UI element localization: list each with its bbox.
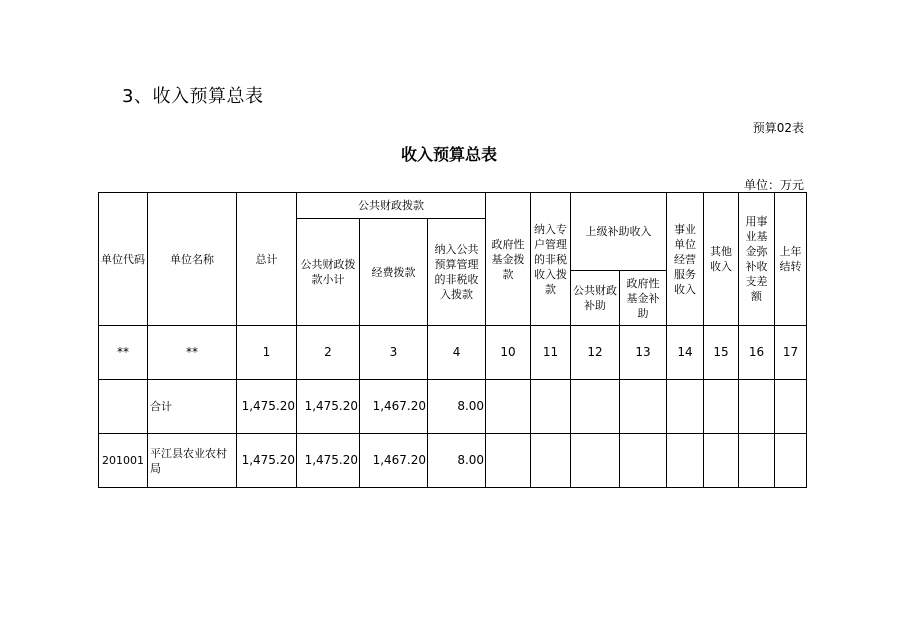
cell-empty: [571, 434, 620, 488]
cell-empty: [620, 434, 667, 488]
cell-empty: [775, 434, 807, 488]
header-fund-make-up: 用事业基金弥补收支差额: [739, 193, 775, 326]
index-row: [99, 326, 807, 380]
header-business-income: 事业单位经营服务收入: [667, 193, 704, 326]
form-code: 预算02表: [752, 121, 804, 135]
cell-total: 1,475.20: [237, 380, 297, 434]
cell-empty: [531, 434, 571, 488]
budget-table: [98, 192, 807, 488]
cell-empty: [571, 380, 620, 434]
header-public-finance-group: 公共财政拨款: [297, 193, 486, 219]
index-cell: 3: [360, 326, 428, 380]
table-row-unit: [99, 434, 807, 488]
header-special-non-tax: 纳入专户管理的非税收入拨款: [531, 193, 571, 326]
index-cell: 11: [531, 326, 571, 380]
table-row-total: [99, 380, 807, 434]
header-gov-fund: 政府性基金拨款: [486, 193, 531, 326]
index-cell: 2: [297, 326, 360, 380]
cell-empty: [486, 434, 531, 488]
document-title: 收入预算总表: [400, 145, 497, 164]
header-carryover: 上年结转: [775, 193, 807, 326]
header-gov-fund-subsidy: 政府性基金补助: [620, 271, 667, 326]
index-cell: 17: [775, 326, 807, 380]
cell-empty: [775, 380, 807, 434]
cell-non-tax: 8.00: [428, 380, 486, 434]
header-non-tax-revenue: 纳入公共预算管理的非税收入拨款: [428, 219, 486, 326]
cell-operating: 1,467.20: [360, 434, 428, 488]
cell-code: 201001: [99, 434, 148, 488]
cell-non-tax: 8.00: [428, 434, 486, 488]
index-cell: 15: [704, 326, 739, 380]
cell-empty: [704, 380, 739, 434]
index-cell: 12: [571, 326, 620, 380]
index-cell: **: [99, 326, 148, 380]
index-cell: 16: [739, 326, 775, 380]
cell-empty: [531, 380, 571, 434]
header-unit-name: 单位名称: [148, 193, 237, 326]
cell-empty: [704, 434, 739, 488]
header-superior-subsidy-group: 上级补助收入: [571, 193, 667, 271]
cell-empty: [739, 434, 775, 488]
header-public-finance-subsidy: 公共财政补助: [571, 271, 620, 326]
cell-empty: [667, 434, 704, 488]
index-cell: **: [148, 326, 237, 380]
section-heading: 3、收入预算总表: [122, 86, 264, 107]
index-cell: 4: [428, 326, 486, 380]
cell-operating: 1,467.20: [360, 380, 428, 434]
header-operating-funds: 经费拨款: [360, 219, 428, 326]
cell-subtotal: 1,475.20: [297, 380, 360, 434]
cell-empty: [739, 380, 775, 434]
cell-empty: [486, 380, 531, 434]
header-other-income: 其他收入: [704, 193, 739, 326]
header-total: 总计: [237, 193, 297, 326]
index-cell: 14: [667, 326, 704, 380]
index-cell: 1: [237, 326, 297, 380]
cell-empty: [667, 380, 704, 434]
header-unit-code: 单位代码: [99, 193, 148, 326]
cell-name: 平江县农业农村局: [148, 434, 237, 488]
index-cell: 10: [486, 326, 531, 380]
cell-code: [99, 380, 148, 434]
header-public-finance-subtotal: 公共财政拨款小计: [297, 219, 360, 326]
cell-subtotal: 1,475.20: [297, 434, 360, 488]
index-cell: 13: [620, 326, 667, 380]
unit-label: 单位：万元: [743, 178, 804, 192]
cell-empty: [620, 380, 667, 434]
cell-total: 1,475.20: [237, 434, 297, 488]
cell-name: 合计: [148, 380, 237, 434]
